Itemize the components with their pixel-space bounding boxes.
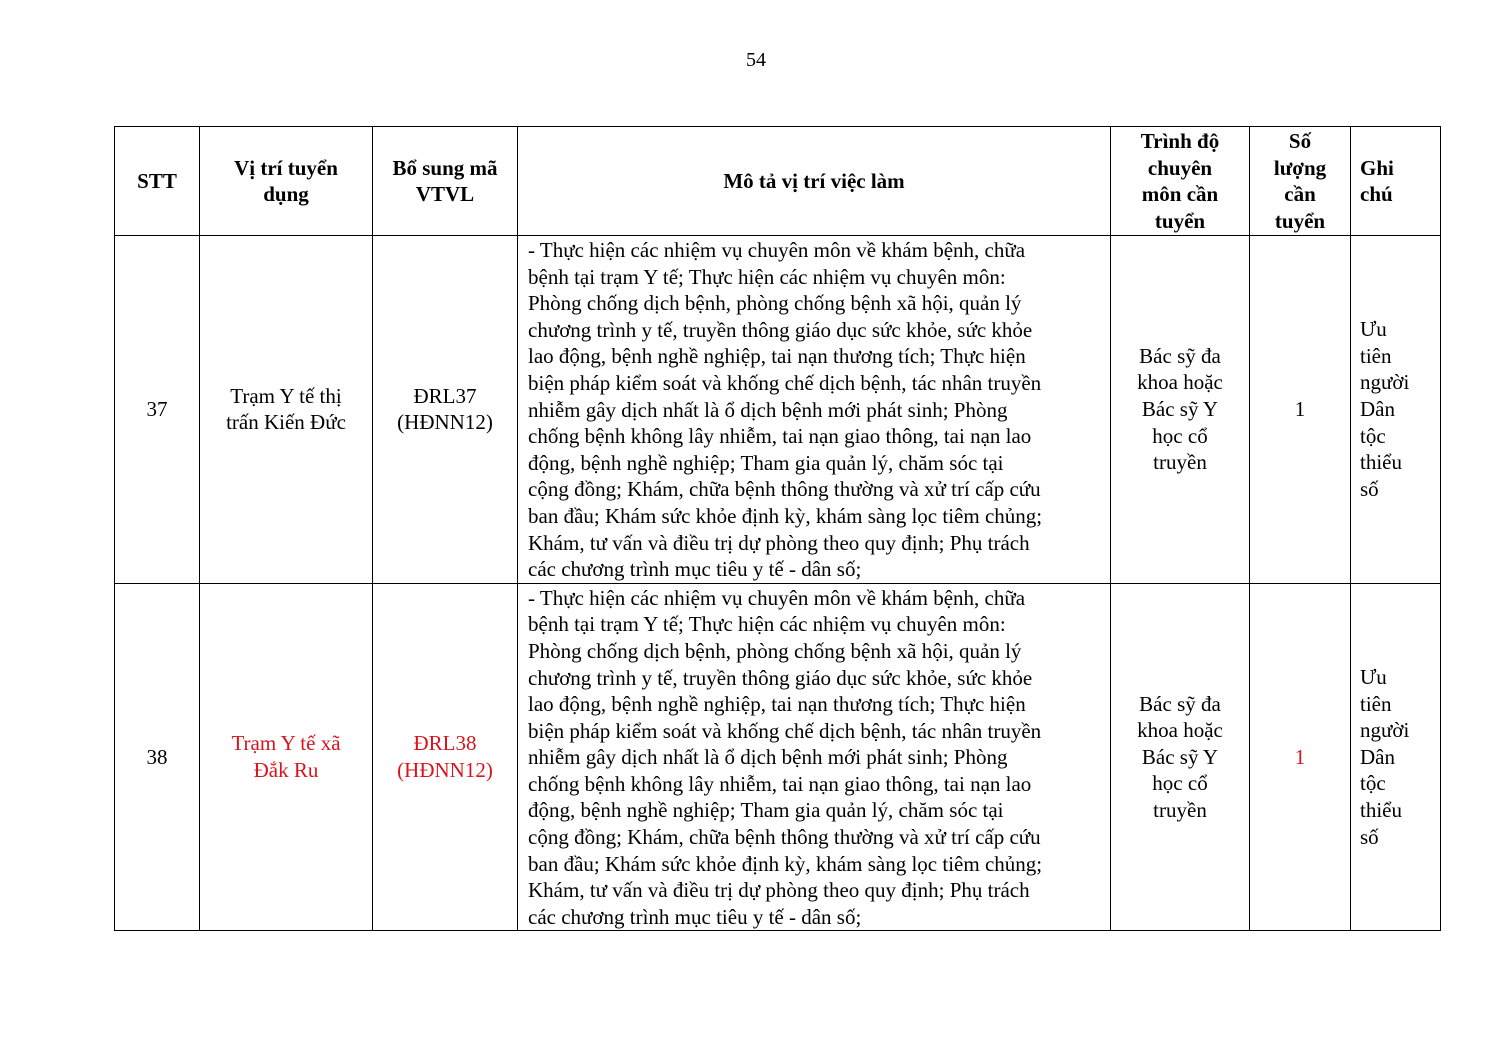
cell-quantity: 1	[1250, 583, 1351, 931]
page-number: 54	[746, 49, 766, 71]
header-vtvl-code: Bổ sung mã VTVL	[373, 127, 518, 236]
cell-stt: 37	[115, 236, 200, 584]
cell-stt: 38	[115, 583, 200, 931]
cell-description: - Thực hiện các nhiệm vụ chuyên môn về khám bệnh, chữa bệnh tại trạm Y tế; Thực hiện các nhiệm vụ chuyên môn: Phòng chống dịch bệnh, phòng chống bệnh xã hội, quản lý chương trình y tế, truyền thông giáo dục sức khỏe, sức khỏe lao động, bệnh nghề nghiệp, tai nạn thương tích; Thực hiện biện pháp kiểm soát và khống chế dịch bệnh, tác nhân truyền nhiễm gây dịch nhất là ổ dịch bệnh mới phát sinh; Phòng chống bệnh không lây nhiễm, tai nạn giao thông, tai nạn lao động, bệnh nghề nghiệp; Tham gia quản lý, chăm sóc tại cộng đồng; Khám, chữa bệnh thông thường và xử trí cấp cứu ban đầu; Khám sức khỏe định kỳ, khám sàng lọc tiêm chủng; Khám, tư vấn và điều trị dự phòng theo quy định; Phụ trách các chương trình mục tiêu y tế - dân số;	[518, 236, 1111, 584]
header-qualification: Trình độ chuyên môn cần tuyển	[1111, 127, 1250, 236]
cell-note: Ưu tiên người Dân tộc thiểu số	[1351, 236, 1441, 584]
cell-position: Trạm Y tế thị trấn Kiến Đức	[200, 236, 373, 584]
header-description: Mô tả vị trí việc làm	[518, 127, 1111, 236]
header-quantity: Số lượng cần tuyển	[1250, 127, 1351, 236]
cell-vtvl-code: ĐRL37 (HĐNN12)	[373, 236, 518, 584]
table-header	[115, 127, 1441, 236]
table-row	[115, 583, 1441, 931]
cell-quantity: 1	[1250, 236, 1351, 584]
cell-position: Trạm Y tế xã Đắk Ru	[200, 583, 373, 931]
job-positions-table	[114, 126, 1441, 931]
table-body	[115, 236, 1441, 931]
header-stt: STT	[115, 127, 200, 236]
cell-qualification: Bác sỹ đa khoa hoặc Bác sỹ Y học cổ truyền	[1111, 583, 1250, 931]
header-position: Vị trí tuyển dụng	[200, 127, 373, 236]
header-note: Ghi chú	[1351, 127, 1441, 236]
cell-description: - Thực hiện các nhiệm vụ chuyên môn về khám bệnh, chữa bệnh tại trạm Y tế; Thực hiện các nhiệm vụ chuyên môn: Phòng chống dịch bệnh, phòng chống bệnh xã hội, quản lý chương trình y tế, truyền thông giáo dục sức khỏe, sức khỏe lao động, bệnh nghề nghiệp, tai nạn thương tích; Thực hiện biện pháp kiểm soát và khống chế dịch bệnh, tác nhân truyền nhiễm gây dịch nhất là ổ dịch bệnh mới phát sinh; Phòng chống bệnh không lây nhiễm, tai nạn giao thông, tai nạn lao động, bệnh nghề nghiệp; Tham gia quản lý, chăm sóc tại cộng đồng; Khám, chữa bệnh thông thường và xử trí cấp cứu ban đầu; Khám sức khỏe định kỳ, khám sàng lọc tiêm chủng; Khám, tư vấn và điều trị dự phòng theo quy định; Phụ trách các chương trình mục tiêu y tế - dân số;	[518, 583, 1111, 931]
table-row	[115, 236, 1441, 584]
cell-note: Ưu tiên người Dân tộc thiểu số	[1351, 583, 1441, 931]
cell-vtvl-code: ĐRL38 (HĐNN12)	[373, 583, 518, 931]
cell-qualification: Bác sỹ đa khoa hoặc Bác sỹ Y học cổ truyền	[1111, 236, 1250, 584]
header-row	[115, 127, 1441, 236]
